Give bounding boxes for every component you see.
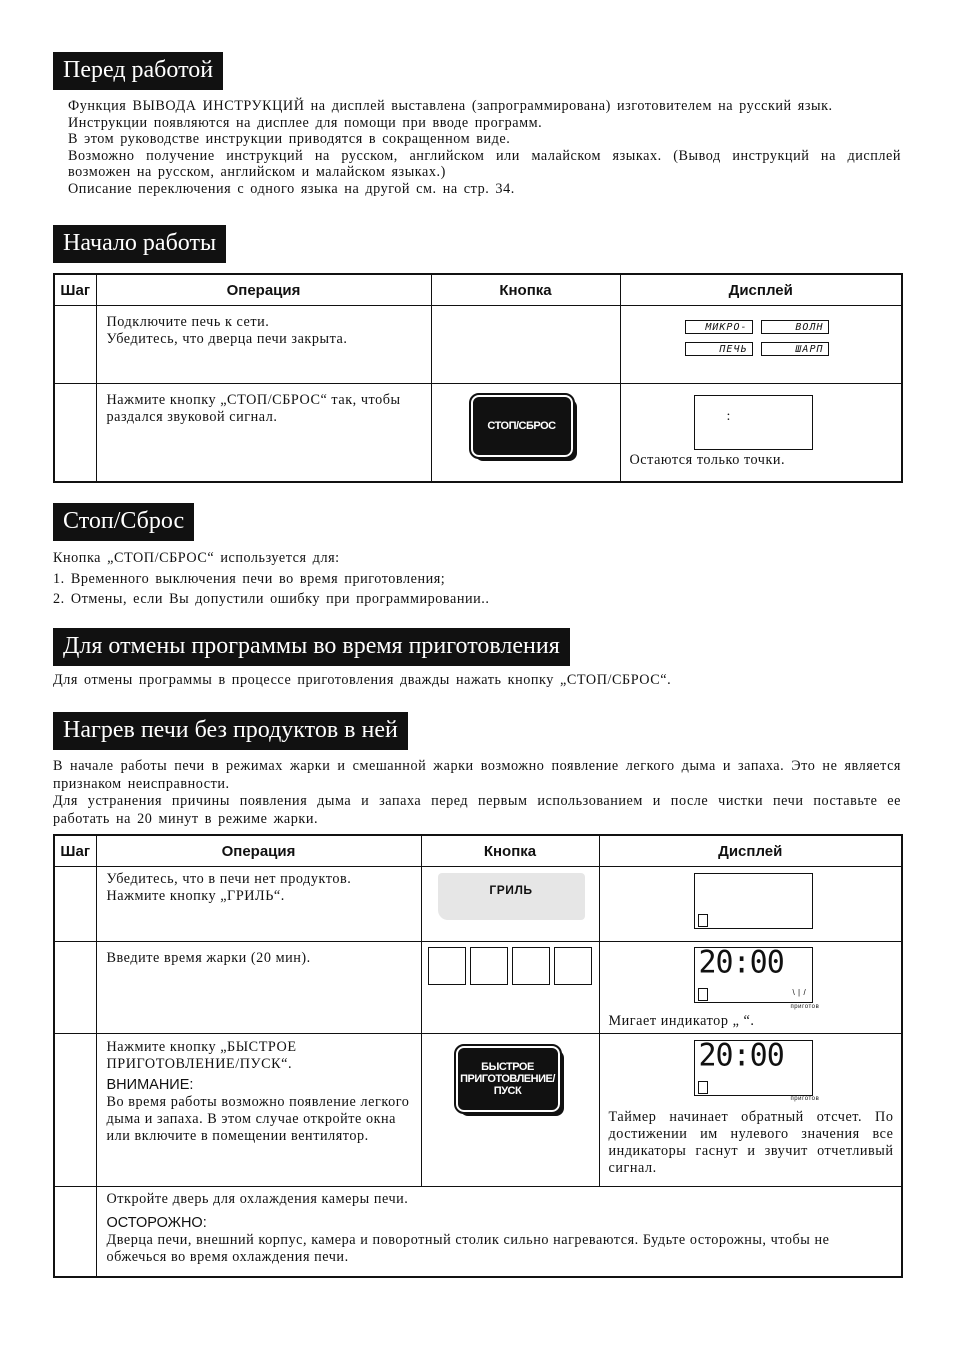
lcd-display [694, 944, 813, 1003]
display-cell [620, 306, 902, 384]
display-colon: : [726, 409, 731, 424]
col-operation: Операция [96, 274, 431, 306]
op-text: Убедитесь, что дверца печи закрыта. [106, 331, 348, 347]
button-cell [431, 384, 620, 482]
step-cell [54, 1034, 96, 1187]
display-segment: ШАРП [761, 342, 829, 356]
before-line-4: Возможно получение инструкций на русском, английском или малайском языках. (Вывод инструкций на дисплей возможен на русском, английском и малайском языках.) [68, 147, 901, 181]
before-text [68, 98, 901, 198]
warning-text: Во время работы возможно появление легкого дыма и запаха. В этом случае откройте окна или включите в помещении вентилятор. [106, 1094, 410, 1144]
op-text: Нажмите кнопку „БЫСТРОЕ ПРИГОТОВЛЕНИЕ/ПУСК“. [106, 1039, 297, 1072]
display-caption: Остаются только точки. [629, 452, 786, 468]
display-caption: Мигает индикатор „ “. [608, 1013, 755, 1029]
operation-cell [96, 1187, 902, 1277]
start-table [53, 273, 903, 483]
col-step: Шаг [54, 274, 96, 306]
number-key-button[interactable] [428, 947, 466, 985]
timer-digits: 20:00 [698, 944, 784, 981]
cooking-indicator: приготов [790, 1096, 820, 1102]
cancel-text: Для отмены программы в процессе приготовления дважды нажать кнопку „СТОП/СБРОС“. [53, 672, 672, 688]
button-cell [421, 1034, 599, 1187]
col-button: Кнопка [421, 835, 599, 867]
section-title-cancel: Для отмены программы во время приготовления [53, 628, 570, 666]
op-text: Нажмите кнопку „СТОП/СБРОС“ так, чтобы раздался звуковой сигнал. [106, 392, 401, 425]
stop-line-2: 1. Временного выключения печи во время приготовления; [53, 570, 446, 587]
display-segment: ВОЛН [761, 320, 829, 334]
section-title-start: Начало работы [53, 225, 226, 263]
stop-reset-button[interactable]: СТОП/СБРОС [471, 395, 573, 457]
stop-line-1: Кнопка „СТОП/СБРОС“ используется для: [53, 550, 340, 566]
mode-indicator-icon [698, 914, 708, 927]
step-cell [54, 384, 96, 482]
button-cell [421, 867, 599, 942]
operation-cell [96, 306, 431, 384]
col-display: Дисплей [620, 274, 902, 306]
grill-button[interactable]: ГРИЛЬ [438, 873, 585, 920]
op-text: Введите время жарки (20 мин). [106, 950, 311, 966]
operation-cell [96, 384, 431, 482]
col-operation: Операция [96, 835, 421, 867]
lcd-display [694, 395, 813, 450]
lcd-display [694, 873, 813, 929]
quick-cook-start-button[interactable]: БЫСТРОЕ ПРИГОТОВЛЕНИЕ/ ПУСК [456, 1046, 560, 1112]
op-text: Откройте дверь для охлаждения камеры печи. [106, 1191, 409, 1207]
op-text: Убедитесь, что в печи нет продуктов. [106, 871, 352, 887]
blink-rays-icon: \ | / [792, 988, 807, 997]
display-cell [620, 384, 902, 482]
stop-line-3: 2. Отмены, если Вы допустили ошибку при программировании.. [53, 591, 490, 607]
step-cell [54, 942, 96, 1034]
step-cell [54, 867, 96, 942]
before-line-2: Инструкции появляются на дисплее для помощи при вводе программ. [68, 114, 543, 131]
lcd-display [694, 1037, 813, 1096]
caution-text: Дверца печи, внешний корпус, камера и поворотный столик сильно нагреваются. Будьте осторожны, чтобы не обжечься во время охлаждения печи. [106, 1232, 830, 1265]
cooking-indicator: приготов [790, 1004, 820, 1010]
step-cell [54, 1187, 96, 1277]
button-cell [421, 942, 599, 1034]
warning-title: ВНИМАНИЕ: [106, 1077, 194, 1093]
display-cell [599, 1034, 902, 1187]
operation-cell [96, 1034, 421, 1187]
number-key-button[interactable] [554, 947, 592, 985]
before-line-5: Описание переключения с одного языка на другой см. на стр. 34. [68, 180, 515, 197]
preheat-text [53, 758, 901, 828]
col-display: Дисплей [599, 835, 902, 867]
timer-digits: 20:00 [698, 1037, 784, 1074]
stop-text [53, 548, 901, 610]
display-segment: ПЕЧЬ [685, 342, 753, 356]
op-text: Подключите печь к сети. [106, 314, 270, 330]
display-cell [599, 867, 902, 942]
preheat-line-2: Для устранения причины появления дыма и запаха перед первым использованием и после чистки печи поставьте ее работать на 20 минут в режиме жарки. [53, 793, 901, 827]
button-cell [431, 306, 620, 384]
preheat-table [53, 834, 903, 1278]
preheat-line-1: В начале работы печи в режимах жарки и смешанной жарки возможно появление легкого дыма и запаха. Это не является признаком неисправности. [53, 758, 901, 792]
before-line-3: В этом руководстве инструкции приводятся в сокращенном виде. [68, 131, 511, 148]
col-step: Шаг [54, 835, 96, 867]
mode-indicator-icon [698, 988, 708, 1001]
display-cell [599, 942, 902, 1034]
before-line-1: Функция ВЫВОДА ИНСТРУКЦИЙ на дисплей выставлена (запрограммирована) изготовителем на русский язык. [68, 98, 833, 114]
display-caption: Таймер начинает обратный отсчет. По достижении им нулевого значения все индикаторы гаснут и звучит отчетливый сигнал. [608, 1109, 894, 1176]
operation-cell [96, 942, 421, 1034]
mode-indicator-icon [698, 1081, 708, 1094]
col-button: Кнопка [431, 274, 620, 306]
section-title-stop: Стоп/Сброс [53, 503, 194, 541]
number-key-button[interactable] [512, 947, 550, 985]
display-segment: МИКРО- [685, 320, 753, 334]
operation-cell [96, 867, 421, 942]
section-title-before: Перед работой [53, 52, 223, 90]
section-title-preheat: Нагрев печи без продуктов в ней [53, 712, 408, 750]
caution-title: ОСТОРОЖНО: [106, 1215, 207, 1231]
op-text: Нажмите кнопку „ГРИЛЬ“. [106, 888, 285, 904]
number-key-button[interactable] [470, 947, 508, 985]
step-cell [54, 306, 96, 384]
